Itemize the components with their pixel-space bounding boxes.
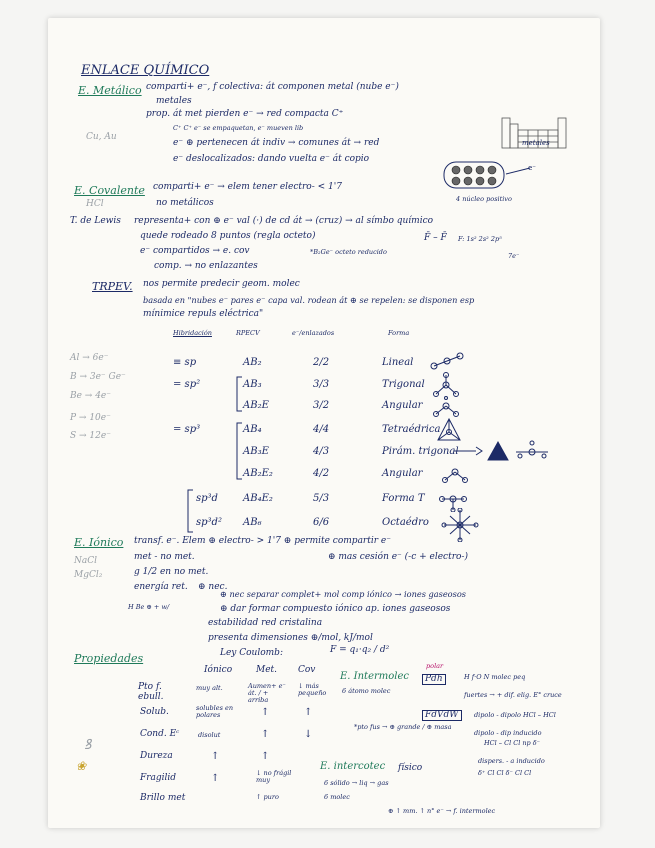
- fdvw-label: FdVdW: [422, 710, 462, 721]
- intercotec-heading: E. intercotec: [320, 761, 386, 772]
- covalente-line-2: no metálicos: [156, 198, 214, 208]
- ionico-line-10: presenta dimensiones ⊕/mol, kJ/mol: [208, 633, 373, 643]
- row-ratio: 4/3: [313, 446, 330, 457]
- metalico-line-2: metales: [156, 96, 192, 106]
- angular-geometry-icon: [432, 396, 460, 418]
- ionico-heading: E. Iónico: [74, 536, 124, 549]
- metalico-line-3: prop. át met pierden e⁻ → red compacta C⁺: [146, 109, 344, 119]
- pencil-note: P → 10e⁻: [70, 413, 111, 423]
- prop-cov: ↓ más pequeño: [298, 682, 327, 698]
- metalico-line-6: e⁻ deslocalizados: dando vuelta e⁻ át copio: [173, 154, 370, 164]
- row-shape: Forma T: [382, 493, 425, 504]
- prop-label: Brillo met: [140, 793, 186, 803]
- row-ratio: 3/2: [313, 400, 330, 411]
- row-ratio: 4/4: [313, 424, 330, 435]
- row-rpecv: AB₃: [243, 379, 262, 390]
- row-hyb: ≡ sp: [173, 357, 197, 368]
- fdvw-line-3: HCl – Cl Cl np δ⁻: [484, 739, 541, 747]
- ionico-line-5: energía ret.: [134, 582, 188, 592]
- row-hyb: = sp²: [173, 379, 201, 390]
- polar-tag: polar: [426, 662, 444, 670]
- row-shape: Angular: [382, 468, 423, 479]
- metal-lattice-drawing: [440, 160, 540, 194]
- row-ratio: 2/2: [313, 357, 330, 368]
- col-forma: Forma: [388, 329, 410, 337]
- ionico-side-note-1: NaCl: [74, 556, 98, 566]
- row-ratio: 3/3: [313, 379, 330, 390]
- prop-col-met: Met.: [256, 665, 278, 675]
- row-shape: Trigonal: [382, 379, 425, 390]
- ionico-line-9: estabilidad red cristalina: [208, 618, 323, 628]
- pencil-note: Be → 4e⁻: [70, 391, 112, 401]
- prop-ionico: ↑: [211, 773, 220, 784]
- row-rpecv: AB₄E₂: [243, 493, 273, 504]
- fdvw-line-4: dispers. - a inducido: [478, 757, 545, 765]
- linear-geometry-icon: [430, 352, 464, 372]
- trpev-line-3: mínimice repuls eléctrica": [143, 309, 264, 319]
- ionico-line-6: ⊕ nec.: [198, 582, 228, 592]
- puentes-h-label: Pdh: [422, 674, 446, 685]
- row-shape: Octaédro: [382, 517, 429, 528]
- prop-label: Cond. Eᶜ: [140, 729, 180, 739]
- doodle-icon: ❀: [76, 759, 87, 773]
- prop-ionico: solubles en polares: [196, 704, 234, 720]
- intermolec-bottom-note: ⊕ ↑ mm. ↑ n° e⁻ → f. intermolec: [388, 807, 496, 815]
- ionico-line-8: ⊕ dar formar compuesto iónico ap. iones gaseosos: [220, 604, 451, 614]
- ionico-side-note-3: H Be ⊕ + w/: [128, 603, 170, 611]
- trpev-line-1: nos permite predecir geom. molec: [143, 279, 300, 289]
- row-rpecv: AB₃E: [243, 446, 269, 457]
- prop-ionico: disolut: [198, 731, 221, 739]
- metalico-side-note: Cu, Au: [86, 132, 117, 142]
- row-shape: Angular: [382, 400, 423, 411]
- intercotec-line-2: 6 molec: [324, 793, 350, 801]
- prop-met: ↓ no frágil muy: [256, 769, 292, 785]
- row-rpecv: AB₆: [243, 517, 262, 528]
- prop-cov: ↑: [304, 707, 313, 718]
- lewis-example-4: 7e⁻: [508, 252, 520, 260]
- trpev-line-2: basada en "nubes e⁻ pares e⁻ capa val. rodean át ⊕ se repelen: se disponen esp: [143, 295, 475, 305]
- prop-met: ↑: [261, 729, 270, 740]
- row-hyb: = sp³: [173, 424, 201, 435]
- lewis-line-2: quede rodeado 8 puntos (regla octeto): [140, 231, 316, 241]
- svg-text:e⁻: e⁻: [528, 164, 537, 172]
- prop-cov: ↓: [304, 729, 313, 740]
- intermolec-sub: 6 átomo molec: [342, 687, 391, 695]
- covalente-heading: E. Covalente: [74, 184, 145, 197]
- metalico-heading: E. Metálico: [78, 84, 142, 97]
- row-shape: Pirám. trigonal: [382, 446, 459, 457]
- lewis-line-3: e⁻ compartidos → e. cov: [140, 246, 250, 256]
- periodic-table-sketch: [500, 114, 570, 154]
- propiedades-heading: Propiedades: [74, 652, 144, 665]
- pencil-note: Al → 6e⁻: [70, 353, 109, 363]
- trigonal-geometry-icon: [432, 372, 460, 398]
- prop-met: ↑ puro: [256, 793, 279, 801]
- col-hibridacion: Hibridación: [173, 329, 212, 337]
- lewis-line-1: representa+ con ⊕ e⁻ val (·) de cd át → (cruz) → al símbo químico: [134, 216, 434, 226]
- ionico-line-11: Ley Coulomb:: [220, 648, 283, 658]
- pencil-note: B → 3e⁻ Ge⁻: [70, 372, 126, 382]
- fdvw-line-2: dipolo - dip inducido: [474, 729, 542, 737]
- lewis-heading: T. de Lewis: [70, 216, 121, 226]
- lewis-example-2: F: 1s² 2s² 2p⁵: [458, 235, 502, 243]
- row-shape: Lineal: [382, 357, 414, 368]
- covalente-line-1: comparti+ e⁻ → elem tener electro- < 1'7: [153, 182, 342, 192]
- metales-label: metales: [522, 139, 550, 147]
- row-rpecv: AB₂E₂: [243, 468, 273, 479]
- intercotec-line-1: 6 sólido → liq → gas: [324, 779, 389, 787]
- fdvw-line-1: dipolo - dipolo HCl – HCl: [474, 711, 556, 719]
- bracket-sp2: [234, 375, 244, 415]
- ionico-line-2: met - no met.: [134, 552, 195, 562]
- fdvw-line-5: δ⁺ Cl Cl δ⁻ Cl Cl: [478, 769, 532, 777]
- row-rpecv: AB₂E: [243, 400, 269, 411]
- metalico-line-4: C⁺ C⁺ e⁻ se empaquetan, e⁻ mueven lib: [173, 124, 304, 132]
- prop-met: ↑: [261, 751, 270, 762]
- ionico-line-4: g 1/2 en no met.: [134, 567, 209, 577]
- fdvw-note: *pto fus → ⊕ grande / ⊕ masa: [354, 723, 452, 731]
- lewis-example-1: F̄ – F̄: [424, 233, 447, 243]
- metalico-line-1: comparti+ e⁻, f colectiva: át componen metal (nube e⁻): [146, 82, 399, 92]
- metal-drawing-caption: 4 núcleo positivo: [456, 195, 512, 203]
- prop-ionico: muy alt.: [196, 684, 223, 692]
- ionico-line-1: transf. e⁻. Elem ⊕ electro- > 1'7 ⊕ permite compartir e⁻: [134, 536, 391, 546]
- row-hyb: sp³d²: [196, 517, 222, 528]
- ionico-line-3: ⊕ mas cesión e⁻ (-c + electro-): [328, 552, 468, 562]
- prop-col-ionico: Iónico: [204, 665, 233, 675]
- lewis-example-3: *B₂Ge⁻ octeto reducido: [310, 248, 387, 256]
- trigonal-pyramid-icon: [452, 438, 552, 464]
- pencil-note: S → 12e⁻: [70, 431, 111, 441]
- row-rpecv: AB₄: [243, 424, 262, 435]
- row-shape: Tetraédrica: [382, 424, 441, 435]
- ionico-line-7: ⊕ nec separar complet+ mol comp iónico → iones gaseosos: [220, 589, 466, 599]
- row-hyb: sp³d: [196, 493, 218, 504]
- row-rpecv: AB₂: [243, 357, 262, 368]
- prop-label: Solub.: [140, 707, 169, 717]
- puentes-h-line-1: H f·O N molec peq: [464, 673, 526, 681]
- page-title: ENLACE QUÍMICO: [81, 63, 210, 78]
- covalente-side-note: HCl: [86, 199, 104, 209]
- doodle-icon: ꝸ: [84, 737, 92, 753]
- prop-label: Dureza: [140, 751, 173, 761]
- intercotec-sub: físico: [398, 763, 423, 773]
- col-rpecv: RPECV: [236, 329, 260, 337]
- prop-met: ↑: [261, 707, 270, 718]
- prop-col-cov: Cov: [298, 665, 316, 675]
- col-enlazados: e⁻/enlazados: [292, 329, 335, 337]
- octahedral-geometry-icon: [440, 508, 480, 542]
- trpev-heading: TRPEV.: [92, 280, 133, 293]
- metalico-line-5: e⁻ ⊕ pertenecen át indiv → comunes át → red: [173, 138, 380, 148]
- bracket-sp3d: [185, 488, 195, 536]
- intermolec-heading: E. Intermolec: [340, 671, 409, 682]
- row-ratio: 5/3: [313, 493, 330, 504]
- lewis-line-4: comp. → no enlazantes: [154, 261, 258, 271]
- prop-ionico: ↑: [211, 751, 220, 762]
- ionico-side-note-2: MgCl₂: [74, 570, 103, 580]
- prop-label: Fragilid: [140, 773, 177, 783]
- prop-label: Pto f. ebull.: [138, 682, 164, 702]
- row-ratio: 6/6: [313, 517, 330, 528]
- notebook-sheet: [48, 18, 600, 828]
- row-ratio: 4/2: [313, 468, 330, 479]
- angular-geometry-icon: [440, 464, 470, 486]
- puentes-h-line-2: fuertes → + dif. elig. E° cruce: [464, 691, 562, 699]
- coulomb-formula: F = q₁·q₂ / d²: [330, 645, 390, 655]
- bracket-sp3: [234, 421, 244, 483]
- prop-met: Aumen+ e⁻ át. / + arriba: [248, 682, 286, 705]
